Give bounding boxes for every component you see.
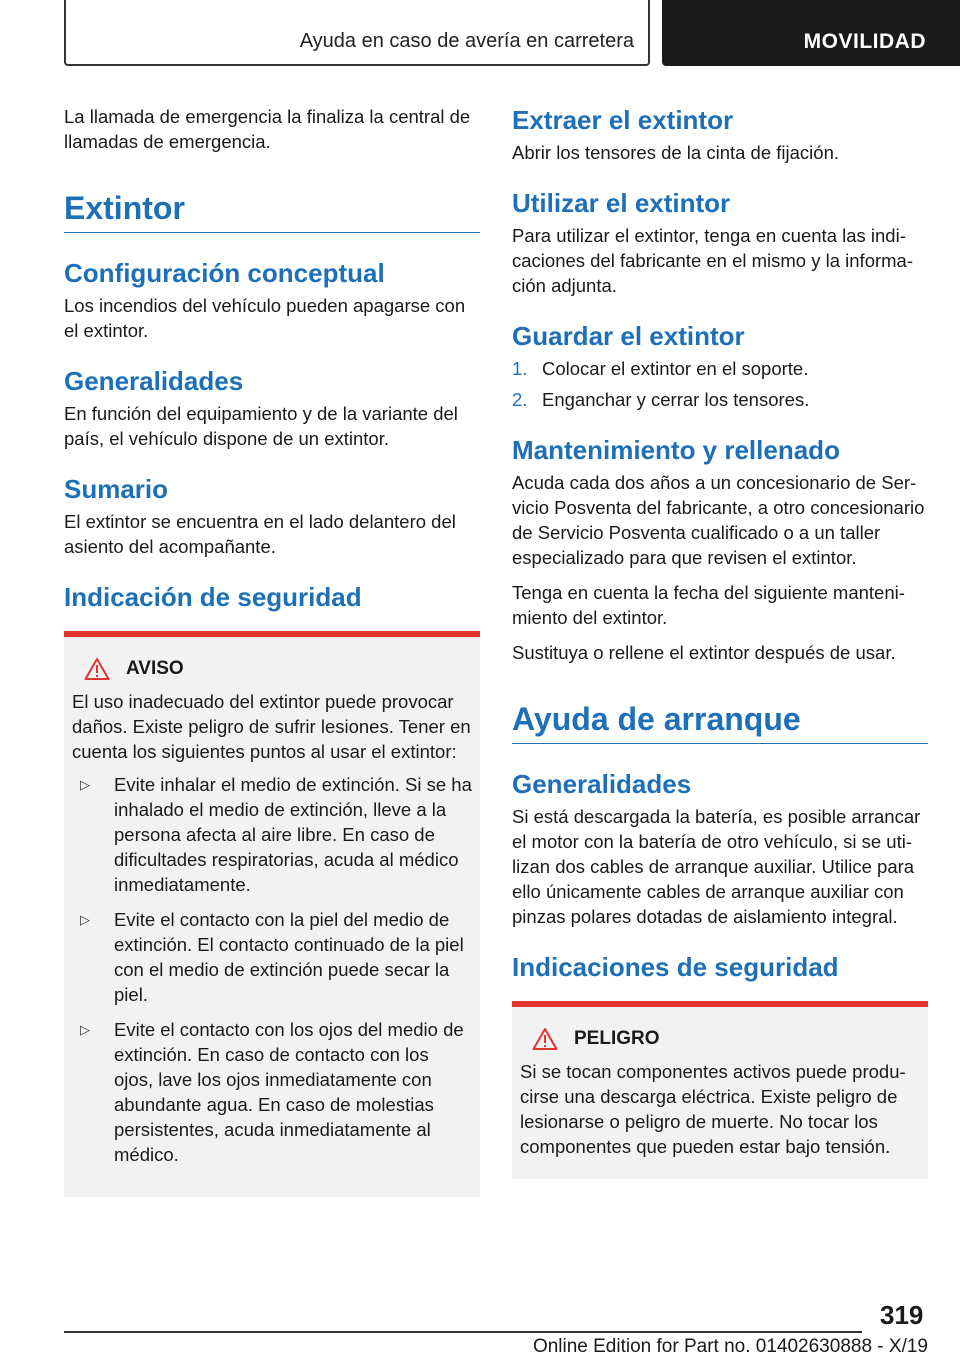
- heading-config: Configuración conceptual: [64, 258, 385, 288]
- warning-triangle-icon: [532, 1027, 558, 1051]
- warning-bullets: [72, 772, 472, 1167]
- left-column: [64, 104, 480, 1197]
- warning-box: [64, 637, 480, 1197]
- generalidades-2-paragraph: Si está descargada la batería, es posible arrancar el motor con la batería de otro vehículo, si se utilizan dos cables de arranque auxiliar. Utilice para ello únicamente cables de arranque auxiliar con pinzas polares dotadas de aislamiento integral.: [512, 806, 921, 927]
- heading-extintor: Extintor: [64, 188, 480, 233]
- heading-generalidades: Generalidades: [64, 366, 244, 396]
- header-section-box: [662, 0, 960, 66]
- heading-generalidades-2: Generalidades: [512, 769, 692, 799]
- sumario-paragraph: El extintor se encuentra en el lado delantero del asiento del acompañante.: [64, 511, 456, 557]
- footer-divider: [64, 1331, 862, 1333]
- mant-paragraph-1: Acuda cada dos años a un concesionario de Servicio Posventa del fabricante, a otro concesionario de Servicio Posventa cualificado o a un taller especializado para que revisen el extintor.: [512, 472, 925, 568]
- heading-guardar: Guardar el extintor: [512, 321, 745, 351]
- generalidades-paragraph: En función del equipamiento y de la variante del país, el vehículo dispone de un extintor.: [64, 403, 458, 449]
- intro-paragraph: La llamada de emergencia la finaliza la central de llamadas de emergencia.: [64, 106, 471, 152]
- mant-paragraph-3: Sustituya o rellene el extintor después de usar.: [512, 642, 896, 663]
- danger-box: [512, 1007, 928, 1179]
- mant-paragraph-2: Tenga en cuenta la fecha del siguiente mantenimiento del extintor.: [512, 582, 905, 628]
- triangle-right-icon: ▷: [80, 1022, 90, 1037]
- guardar-steps: [512, 356, 928, 412]
- list-item: ▷ Evite el contacto con los ojos del medio de extinción. En caso de contacto con los ojos, lave los ojos inmediatamente con abundante agua. En caso de molestias persistentes, acuda inmediatamente al médico.: [80, 1019, 464, 1165]
- footer-edition: Online Edition for Part no. 01402630888 - X/19: [532, 1336, 928, 1357]
- header-title-box: [64, 0, 650, 66]
- triangle-right-icon: ▷: [80, 777, 90, 792]
- extraer-paragraph: Abrir los tensores de la cinta de fijación.: [512, 142, 840, 163]
- list-item: ▷ Evite inhalar el medio de extinción. Si se ha inhalado el medio de extinción, lleve a la persona afecta al aire libre. En caso de dificultades respiratorias, acuda al médico inmediatamente.: [80, 774, 472, 895]
- heading-utilizar: Utilizar el extintor: [512, 188, 731, 218]
- warning-label: AVISO: [126, 658, 184, 679]
- danger-label: PELIGRO: [574, 1028, 660, 1049]
- heading-seguridad: Indicación de seguridad: [64, 582, 362, 612]
- triangle-right-icon: ▷: [80, 912, 90, 927]
- heading-extraer: Extraer el extintor: [512, 105, 734, 135]
- danger-text: Si se tocan componentes activos puede producirse una descarga eléctrica. Existe peligro de lesionarse o peligro de muerte. No tocar los componentes que pueden estar bajo tensión.: [520, 1061, 906, 1157]
- heading-sumario: Sumario: [64, 474, 169, 504]
- list-item: 1. Colocar el extintor en el soporte.: [512, 358, 809, 379]
- page-number: 319: [880, 1300, 924, 1330]
- right-column: [512, 104, 928, 1179]
- utilizar-paragraph: Para utilizar el extintor, tenga en cuenta las indicaciones del fabricante en el mismo y la información adjunta.: [512, 225, 914, 296]
- header-title: Ayuda en caso de avería en carretera: [299, 30, 634, 52]
- heading-seguridad-2: Indicaciones de seguridad: [512, 952, 839, 982]
- heading-mantenimiento: Mantenimiento y rellenado: [512, 435, 840, 465]
- list-item: ▷ Evite el contacto con la piel del medio de extinción. El contacto continuado de la piel con el medio de extinción puede secar la piel.: [80, 909, 464, 1005]
- header-section: MOVILIDAD: [803, 30, 926, 53]
- warning-triangle-icon: [84, 657, 110, 681]
- config-paragraph: Los incendios del vehículo pueden apagarse con el extintor.: [64, 295, 466, 341]
- list-item: 2. Enganchar y cerrar los tensores.: [512, 389, 810, 410]
- heading-ayuda-arranque: Ayuda de arranque: [512, 699, 928, 744]
- warning-text: El uso inadecuado del extintor puede provocar daños. Existe peligro de sufrir lesiones. Tener en cuenta los siguientes puntos al usar el extintor:: [72, 691, 471, 762]
